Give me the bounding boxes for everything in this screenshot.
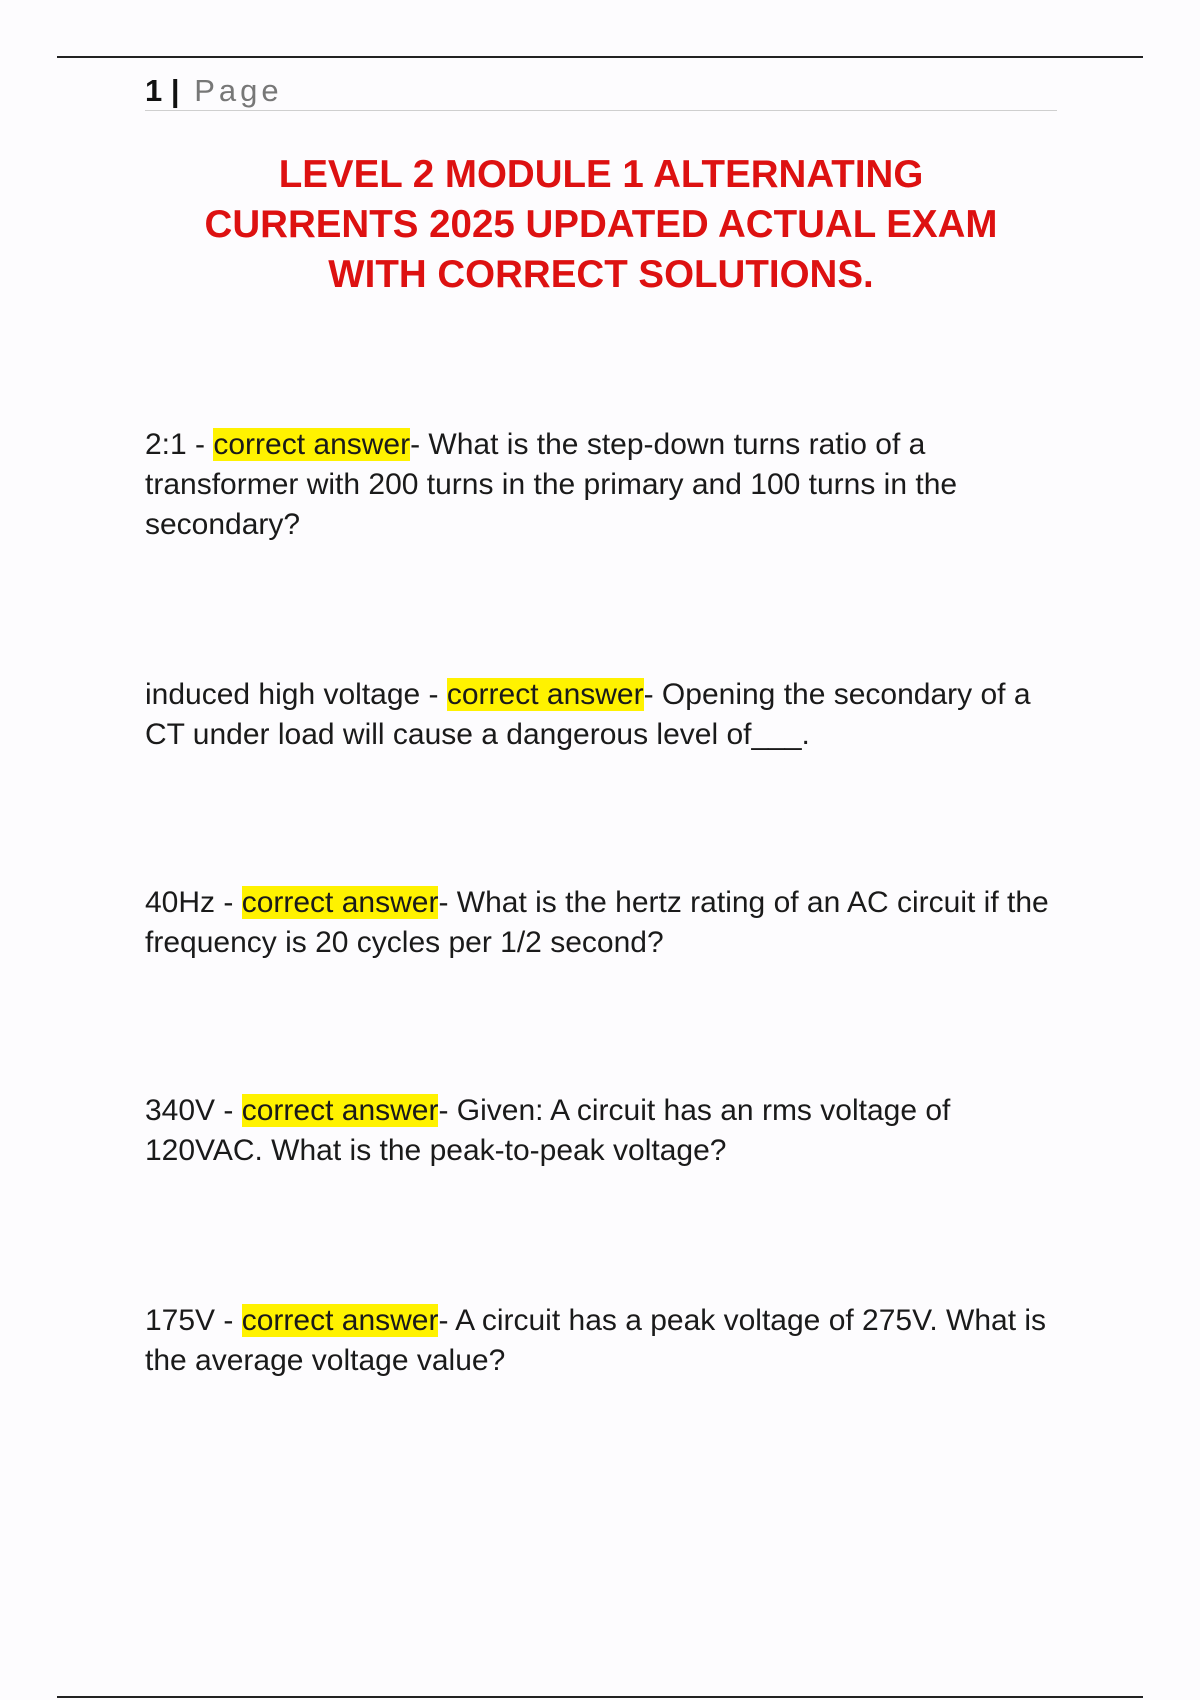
qa-answer: 175V -: [145, 1304, 242, 1337]
top-rule: [57, 56, 1143, 58]
qa-item: [145, 1091, 1070, 1171]
qa-question: - Given: A circuit has an rms voltage of 120VAC. What is the peak-to-peak voltage?: [145, 1094, 951, 1167]
title-line: WITH CORRECT SOLUTIONS.: [328, 253, 874, 296]
qa-item: [145, 883, 1070, 963]
page-separator: |: [170, 73, 180, 108]
qa-item: [145, 425, 1070, 545]
title-line: CURRENTS 2025 UPDATED ACTUAL EXAM: [204, 203, 998, 246]
page-word: Page: [194, 73, 283, 108]
page-header: [145, 72, 1057, 111]
qa-question: - What is the step-down turns ratio of a transformer with 200 turns in the primary and 100 turns in the secondary?: [145, 428, 958, 541]
qa-answer: 40Hz -: [145, 886, 242, 919]
bottom-rule: [57, 1696, 1143, 1698]
page-number: 1: [145, 73, 163, 108]
qa-question: - A circuit has a peak voltage of 275V. What is the average voltage value?: [145, 1304, 1047, 1377]
correct-answer-highlight: correct answer: [213, 428, 411, 461]
correct-answer-highlight: correct answer: [241, 886, 439, 919]
qa-item: [145, 1301, 1070, 1381]
qa-answer: 340V -: [145, 1094, 242, 1127]
correct-answer-highlight: correct answer: [241, 1304, 439, 1337]
qa-question: - Opening the secondary of a CT under load will cause a dangerous level of___.: [145, 678, 1031, 751]
qa-question: - What is the hertz rating of an AC circuit if the frequency is 20 cycles per 1/2 second?: [145, 886, 1049, 959]
document-title: [145, 150, 1057, 300]
qa-answer: induced high voltage -: [145, 678, 447, 711]
qa-answer: 2:1 -: [145, 428, 214, 461]
correct-answer-highlight: correct answer: [446, 678, 644, 711]
qa-item: [145, 675, 1070, 755]
correct-answer-highlight: correct answer: [241, 1094, 439, 1127]
title-line: LEVEL 2 MODULE 1 ALTERNATING: [278, 153, 924, 196]
